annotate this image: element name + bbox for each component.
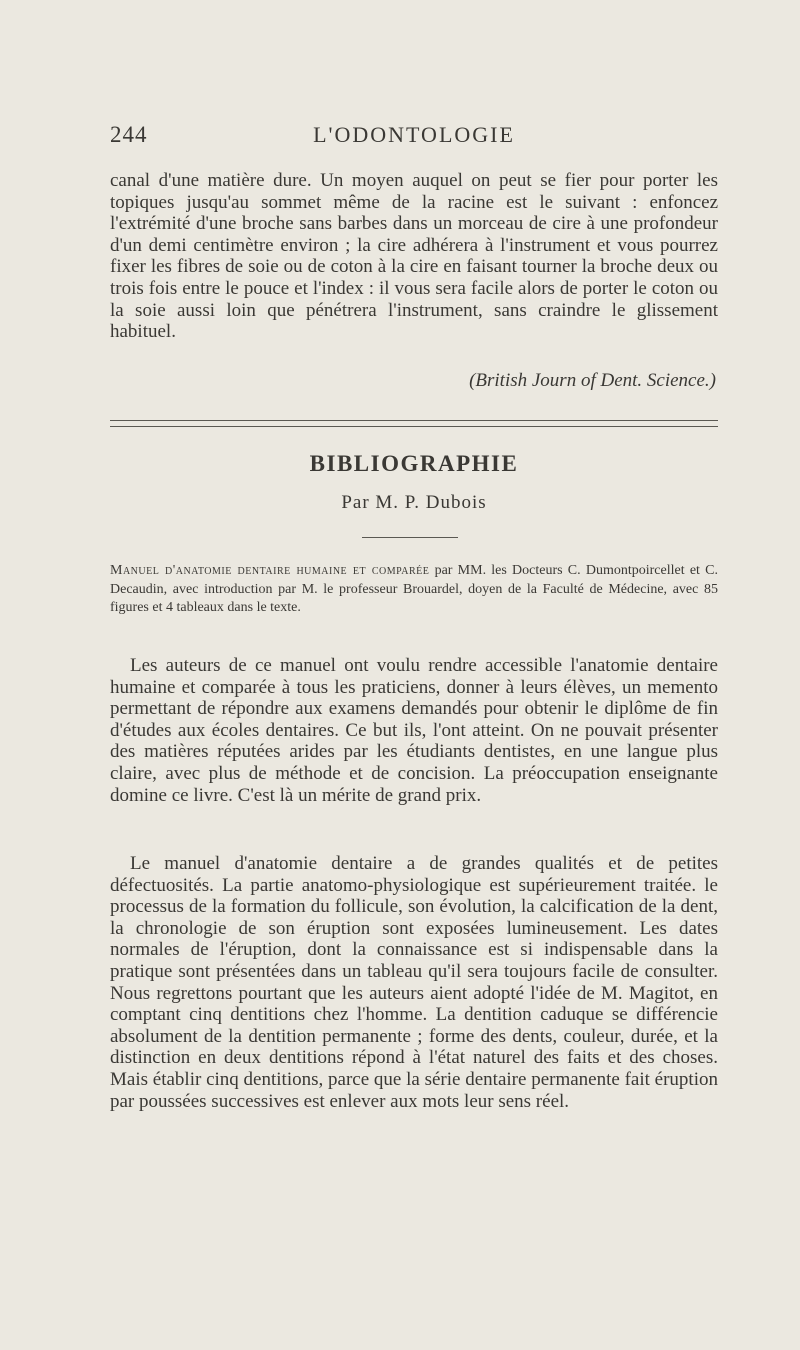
continuation-text [110, 170, 718, 343]
source-citation: (British Journ of Dent. Science.) [469, 370, 716, 391]
review-text-1: Les auteurs de ce manuel ont voulu rendre accessible l'anatomie dentaire humaine et comparée à tous les praticiens, donner à leurs élèves, un memento permettant de répondre aux examens demandés pour obtenir le diplôme de fin d'études aux écoles dentaires. Ce but ils, l'ont atteint. On ne pouvait présenter des matières réputées arides par les étudiants dentistes, en une langue plus claire, avec plus de méthode et de concision. La préoccupation enseignante domine ce livre. C'est là un mérite de grand prix. [110, 655, 718, 806]
running-head [110, 122, 718, 152]
reference-title: Manuel d'anatomie dentaire humaine et comparée [110, 563, 430, 578]
short-rule-divider [362, 537, 458, 538]
section-byline: Par M. P. Dubois [341, 492, 487, 513]
review-paragraph-1 [110, 655, 718, 806]
double-rule-divider [110, 420, 718, 427]
review-paragraph-2 [110, 853, 718, 1112]
reference-details: par MM. les Docteurs C. Dumontpoircellet et C. Decaudin, avec introduction par M. le professeur Brouardel, doyen de la Faculté de Médecine, avec 85 figures et 4 tableaux dans le texte. [110, 563, 718, 615]
review-text-2: Le manuel d'anatomie dentaire a de grandes qualités et de petites défectuosités. La partie anatomo-physiologique est supérieurement traitée. le processus de la formation du follicule, son évolution, la calcification de la dent, la chronologie de son éruption sont exposées lumineusement. Les dates normales de l'éruption, dont la connaissance est si indispensable dans la pratique sont présentées dans un tableau qu'il sera toujours facile de consulter. Nous regrettons pourtant que les auteurs aient adopté l'idée de M. Magitot, en comptant cinq dentitions chez l'homme. La dentition caduque se différencie absolument de la dentition permanente ; forme des dents, couleur, durée, et la distinction en deux dentitions répond à l'état naturel des faits et des choses. Mais établir cinq dentitions, parce que la série dentaire permanente fait éruption par poussées successives est enlever aux mots leur sens réel. [110, 853, 718, 1112]
section-title: BIBLIOGRAPHIE [309, 451, 519, 476]
journal-title: L'ODONTOLOGIE [313, 122, 515, 147]
bibliographic-reference [110, 562, 718, 618]
continuation-paragraph: canal d'une matière dure. Un moyen auquel on peut se fier pour porter les topiques jusqu'au sommet même de la racine est le suivant : enfoncez l'extrémité d'une broche sans barbes dans un morceau de cire à une profondeur d'un demi centimètre environ ; la cire adhérera à l'instrument et vous pourrez fixer les fibres de soie ou de coton à la cire en faisant tourner la broche deux ou trois fois entre le pouce et l'index : il vous sera facile alors de porter le coton ou la soie aussi loin que pénétrera l'instrument, sans craindre le glissement habituel. [110, 170, 718, 343]
page-number: 244 [110, 122, 148, 147]
